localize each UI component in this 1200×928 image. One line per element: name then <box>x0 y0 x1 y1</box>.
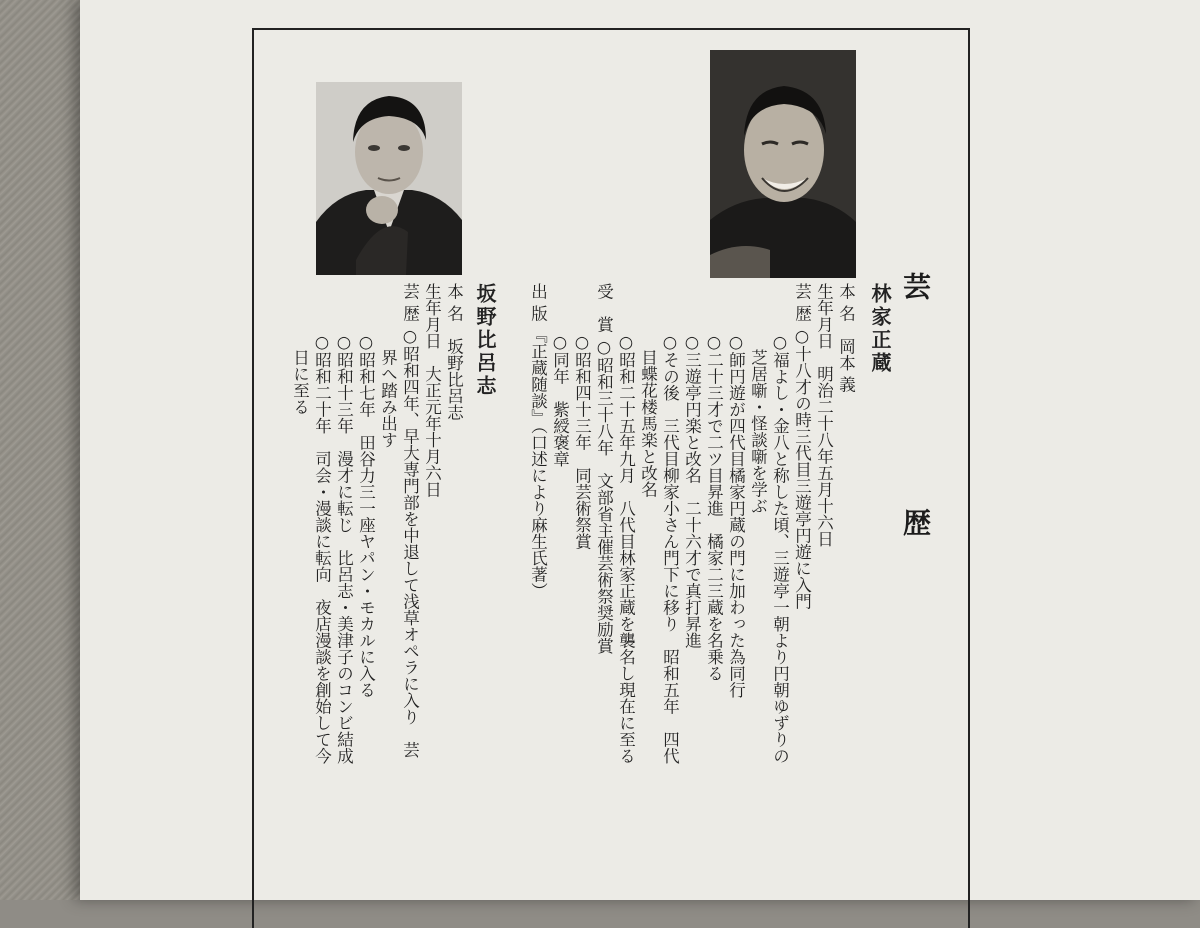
bio-line: 本 名 岡本 義 <box>836 283 856 393</box>
portrait-silhouette-icon <box>710 50 856 278</box>
person-name-hayashiya-shozo: 林家正蔵 <box>868 283 892 375</box>
bio-line: ○師円遊が四代目橘家円蔵の門に加わった為同行 <box>726 283 746 698</box>
bio-line: ○福よし・金八と称した頃、三遊亭一朝より円朝ゆずりの <box>770 283 790 764</box>
bio-line: 日に至る <box>290 283 310 415</box>
bio-line: ○二十三才で二ツ目昇進 橘家二三蔵を名乗る <box>704 283 724 682</box>
bio-line: 芸 歴 ○十八才の時三代目三遊亭円遊に入門 <box>792 283 812 610</box>
bio-line: ○三遊亭円楽と改名 二十六才で真打昇進 <box>682 283 702 649</box>
bio-line: ○昭和二十五年九月 八代目林家正蔵を襲名し現在に至る <box>616 283 636 764</box>
bio-line: ○同年 紫綬褒章 <box>550 283 570 467</box>
bio-line: 芝居噺・怪談噺を学ぶ <box>748 283 768 514</box>
person-name-banno-hiroshi: 坂野比呂志 <box>473 283 497 398</box>
bio-line: 生年月日 明治二十八年五月十六日 <box>814 283 834 547</box>
bio-line: ○昭和四十三年 同芸術祭賞 <box>572 283 592 550</box>
bio-line: 本 名 坂野比呂志 <box>444 283 464 421</box>
bio-line: 出 版 『正蔵随談』（口述により麻生氏著） <box>528 283 548 599</box>
bio-line: 界へ踏み出す <box>378 283 398 448</box>
bio-line: ○昭和二十年 司会・漫談に転向 夜店漫談を創始して今 <box>312 283 332 764</box>
bio-line: ○その後 三代目柳家小さん門下に移り 昭和五年 四代 <box>660 283 680 764</box>
bio-line: 芸 歴 ○昭和四年、早大専門部を中退して浅草オペラに入り 芸 <box>400 283 420 758</box>
portrait-photo-banno-hiroshi <box>316 82 462 275</box>
portrait-silhouette-icon <box>316 82 462 275</box>
bio-line: ○昭和七年 田谷力三一座ヤパン・モカルに入る <box>356 283 376 698</box>
bio-line: 目蝶花楼馬楽と改名 <box>638 283 658 498</box>
bio-line: 受 賞 ○昭和三十八年 文部省主催芸術祭奨励賞 <box>594 283 614 654</box>
page-heading: 芸 歴 <box>899 272 932 626</box>
bio-line: 生年月日 大正元年十月六日 <box>422 283 442 498</box>
bio-line: ○昭和十三年 漫才に転じ 比呂志・美津子のコンビ結成 <box>334 283 354 764</box>
portrait-photo-hayashiya-shozo <box>710 50 856 278</box>
